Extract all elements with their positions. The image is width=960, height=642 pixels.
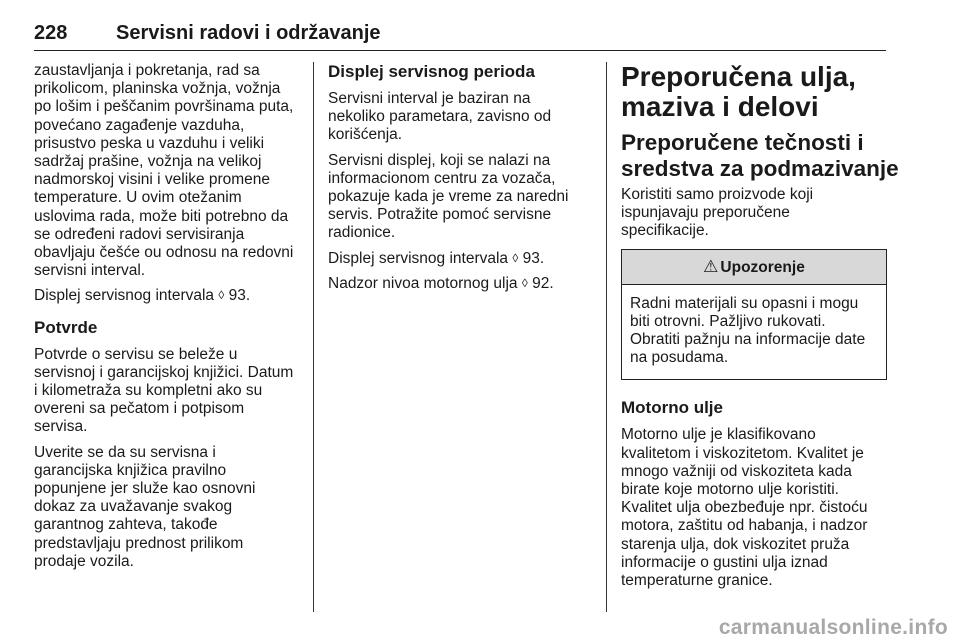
column-right — [621, 61, 899, 597]
paragraph-motor-oil: Motorno ulje je klasifikovano kvalitetom i viskozitetom. Kvalitet je mnogo važniji od viskoziteta kada birate koje motorno ulje koristiti. Kvalitet ulja obezbeđuje npr. čistoću motora, zaštitu od habanja, i nadzor starenja ulja, dok viskozitet pruža informacije o gustini ulja iznad temperaturne granice. — [621, 426, 868, 590]
chapter-heading: Preporučena ulja, maziva i delovi — [621, 61, 856, 122]
warning-triangle-icon: ⚠ — [703, 256, 719, 276]
cross-reference-oil-level[interactable]: Nadzor nivoa motornog ulja ◊ 92. — [328, 274, 554, 292]
paragraph-service-display: Servisni displej, koji se nalazi na informacionom centru za vozača, pokazuje kada je vreme za naredni servis. Potražite pomoć servisne radionice. — [328, 151, 569, 242]
warning-body: Radni materijali su opasni i mogu biti otrovni. Pažljivo rukovati. Obratiti pažnju na informacije date na posudama. — [630, 294, 866, 367]
watermark: carmanualsonline.info — [718, 616, 948, 639]
page-ref-arrow-icon: ◊ — [218, 288, 225, 303]
section-heading-fluids: Preporučene tečnosti i sredstva za podmazivanje — [621, 130, 899, 181]
page-header — [34, 22, 886, 51]
warning-box — [621, 249, 887, 381]
column-divider-left — [313, 62, 314, 612]
page-ref-arrow-icon: ◊ — [512, 250, 519, 265]
paragraph-confirmations: Potvrde o servisu se beleže u servisnoj i garancijskoj knjižici. Datum i kilometraža su kompletni ako su overeni sa pečatom i potpisom servisa. — [34, 345, 294, 436]
column-left — [34, 62, 302, 578]
column-middle — [328, 62, 590, 300]
page-number: 228 — [34, 22, 68, 44]
paragraph-specifications: Koristiti samo proizvode koji ispunjavaju preporučene specifikacije. — [621, 186, 814, 240]
cross-reference-service-interval-2[interactable]: Displej servisnog intervala ◊ 93. — [328, 249, 545, 267]
cross-reference-service-interval[interactable]: Displej servisnog intervala ◊ 93. — [34, 287, 251, 305]
page-ref-arrow-icon: ◊ — [521, 275, 528, 290]
section-heading-motor-oil: Motorno ulje — [621, 398, 723, 418]
paragraph-conditions: zaustavljanja i pokretanja, rad sa prikolicom, planinska vožnja, vožnja po lošim i peščanim površinama puta, povećano zagađenje vazduha, prisustvo peska u vazduhu i veliki sadržaj prašine, vožnja na velikoj nadmorskoj visini i velike promene temperature. U ovim otežanim uslovima rada, može biti potrebno da se određeni radovi servisiranja obavljaju češće ou odnosu na redovni servisni interval. — [34, 62, 294, 280]
paragraph-service-book: Uverite se da su servisna i garancijska knjižica pravilno popunjene jer služe kao osnovni dokaz za uvažavanje svakog garantnog zahteva, takođe predstavljaju prednost prilikom prodaje vozila. — [34, 443, 256, 570]
section-heading-potvrde: Potvrde — [34, 317, 98, 337]
column-divider-right — [606, 62, 607, 612]
section-heading-service-display: Displej servisnog perioda — [328, 62, 535, 81]
warning-header — [622, 250, 886, 285]
paragraph-service-interval: Servisni interval je baziran na nekoliko parametara, zavisno od korišćenja. — [328, 90, 552, 144]
page-title: Servisni radovi i održavanje — [116, 22, 381, 44]
warning-title: Upozorenje — [720, 258, 805, 276]
